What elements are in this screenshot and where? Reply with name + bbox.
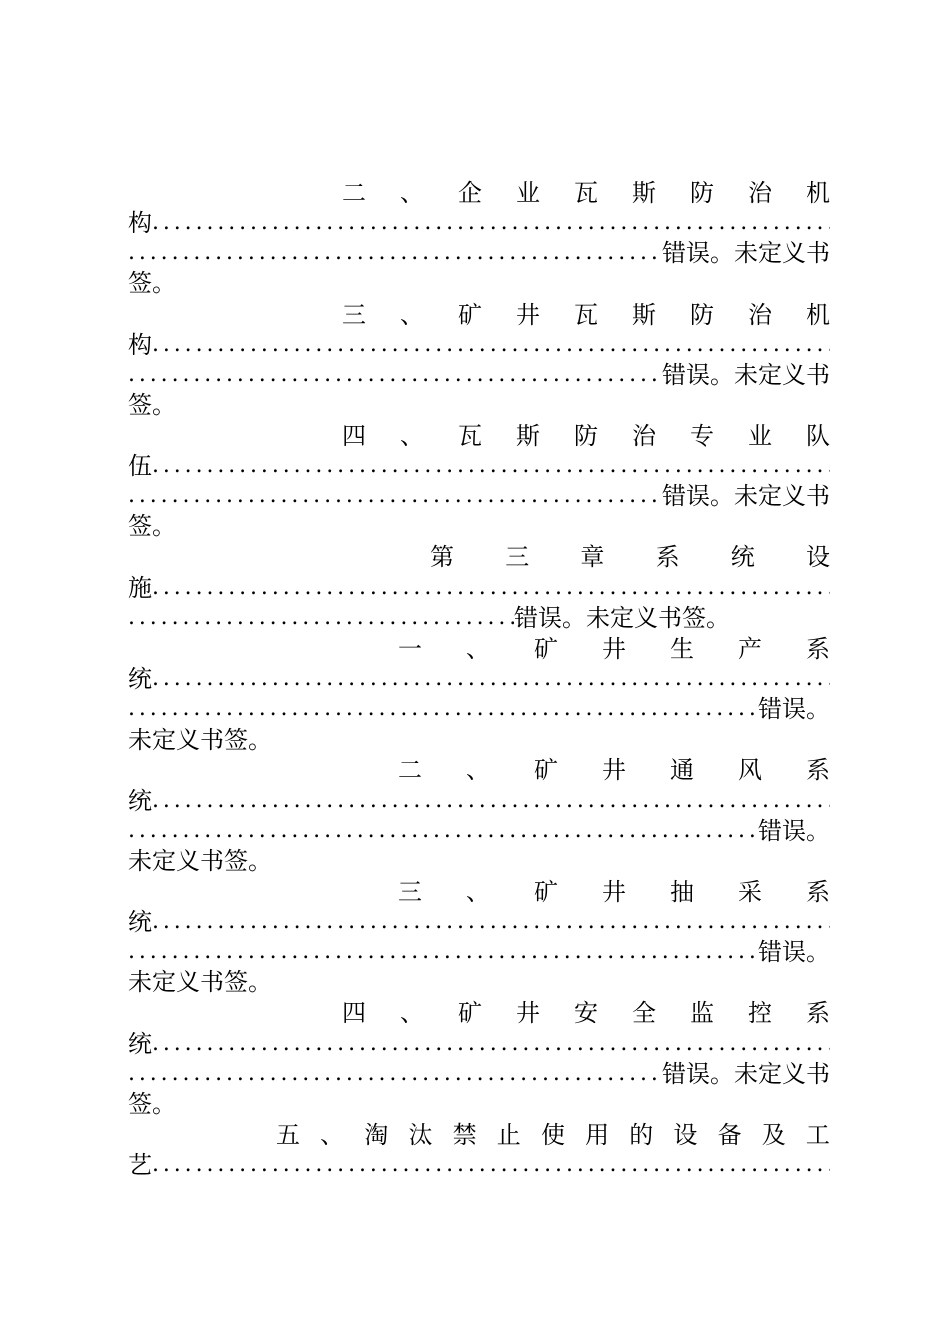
toc-leader-line (128, 786, 830, 816)
heading-char: 专 (690, 422, 714, 450)
heading-char: 、 (400, 999, 424, 1027)
heading-char: 防 (690, 179, 714, 207)
heading-char: 矿 (534, 756, 558, 784)
heading-char: 一 (398, 635, 422, 663)
heading-char: 矿 (534, 878, 558, 906)
heading-char: 瓦 (458, 422, 482, 450)
heading-char: 、 (400, 301, 424, 329)
dot-leader (152, 664, 830, 694)
heading-char: 队 (806, 422, 830, 450)
toc-leader-line (128, 694, 830, 724)
toc-leader-line (128, 360, 830, 390)
heading-char: 治 (748, 179, 772, 207)
toc-leader-line (128, 816, 830, 846)
heading-char: 防 (574, 422, 598, 450)
heading-char: 止 (496, 1121, 521, 1149)
heading-char: 机 (806, 301, 830, 329)
page-ref-error: 错误。未定义书 (662, 1060, 830, 1088)
heading-char: 施 (128, 574, 152, 602)
heading-char: 禁 (452, 1121, 477, 1149)
heading-char: 系 (806, 878, 830, 906)
dot-leader (152, 451, 830, 481)
heading-char: 矿 (458, 301, 482, 329)
heading-char: 、 (400, 422, 424, 450)
heading-char: 使 (540, 1121, 565, 1149)
heading-char: 二 (342, 179, 366, 207)
dot-leader (128, 694, 758, 724)
heading-char: 斯 (516, 422, 540, 450)
page-ref-error: 错误。未定义书 (662, 361, 830, 389)
heading-char: 井 (602, 635, 626, 663)
dot-leader (152, 907, 830, 937)
page-ref-error: 错误。 (758, 817, 830, 845)
toc-leader-line (128, 907, 830, 937)
toc-leader-line (128, 238, 830, 268)
heading-char: 瓦 (574, 179, 598, 207)
dot-leader (128, 481, 662, 511)
heading-char: 抽 (670, 878, 694, 906)
heading-char: 设 (805, 543, 830, 571)
heading-char: 伍 (128, 452, 152, 480)
heading-char: 的 (629, 1121, 654, 1149)
page-ref-error: 错误。未定义书 (662, 239, 830, 267)
heading-char: 构 (128, 331, 152, 359)
toc-heading-line (342, 178, 830, 208)
dot-leader (152, 786, 830, 816)
toc-leader-line (128, 451, 830, 481)
heading-char: 统 (730, 543, 755, 571)
heading-char: 产 (738, 635, 762, 663)
toc-leader-line (128, 664, 830, 694)
heading-char: 井 (516, 301, 540, 329)
heading-char: 斯 (632, 179, 656, 207)
toc-leader-line (128, 481, 830, 511)
heading-char: 统 (128, 1030, 152, 1058)
dot-leader (152, 1150, 830, 1180)
heading-char: 三 (342, 301, 366, 329)
page-ref-error: 错误。 (758, 695, 830, 723)
toc-wrap-line: 签。 (128, 391, 176, 419)
heading-char: 企 (458, 179, 482, 207)
heading-char: 治 (748, 301, 772, 329)
toc-heading-line (430, 542, 830, 572)
toc-heading-line (342, 421, 830, 451)
toc-wrap-line: 未定义书签。 (128, 847, 272, 875)
toc-wrap-line: 未定义书签。 (128, 726, 272, 754)
dot-leader (128, 238, 662, 268)
heading-char: 五 (276, 1121, 300, 1149)
dot-leader (128, 937, 758, 967)
heading-char: 矿 (458, 999, 482, 1027)
heading-char: 系 (655, 543, 680, 571)
heading-char: 工 (805, 1121, 830, 1149)
dot-leader (128, 816, 758, 846)
heading-char: 防 (690, 301, 714, 329)
heading-char: 机 (806, 179, 830, 207)
heading-char: 系 (806, 999, 830, 1027)
heading-char: 业 (516, 179, 540, 207)
heading-char: 四 (342, 422, 366, 450)
toc-heading-line (276, 1120, 830, 1150)
toc-heading-line (398, 755, 830, 785)
heading-char: 统 (128, 908, 152, 936)
toc-heading-line (342, 998, 830, 1028)
heading-char: 业 (748, 422, 772, 450)
heading-char: 治 (632, 422, 656, 450)
heading-char: 斯 (632, 301, 656, 329)
heading-char: 统 (128, 787, 152, 815)
heading-char: 全 (632, 999, 656, 1027)
heading-char: 监 (690, 999, 714, 1027)
toc-leader-line (128, 603, 730, 633)
toc-leader-line (128, 208, 830, 238)
heading-char: 、 (466, 878, 490, 906)
heading-char: 设 (673, 1121, 698, 1149)
page-ref-error: 错误。未定义书 (662, 482, 830, 510)
heading-char: 系 (806, 756, 830, 784)
dot-leader (152, 573, 830, 603)
heading-char: 二 (398, 756, 422, 784)
heading-char: 三 (505, 543, 530, 571)
heading-char: 三 (398, 878, 422, 906)
heading-char: 采 (738, 878, 762, 906)
toc-leader-line (128, 937, 830, 967)
heading-char: 通 (670, 756, 694, 784)
heading-char: 瓦 (574, 301, 598, 329)
heading-char: 、 (466, 635, 490, 663)
toc-wrap-line: 未定义书签。 (128, 968, 272, 996)
dot-leader (152, 208, 830, 238)
heading-char: 井 (602, 756, 626, 784)
heading-char: 及 (761, 1121, 786, 1149)
dot-leader (128, 1059, 662, 1089)
page-ref-error: 错误。 (758, 938, 830, 966)
heading-char: 、 (320, 1121, 345, 1149)
heading-char: 艺 (128, 1151, 152, 1179)
heading-char: 生 (670, 635, 694, 663)
heading-char: 井 (516, 999, 540, 1027)
heading-char: 章 (580, 543, 605, 571)
heading-char: 四 (342, 999, 366, 1027)
toc-leader-line (128, 330, 830, 360)
heading-char: 淘 (364, 1121, 389, 1149)
toc-wrap-line: 签。 (128, 512, 176, 540)
toc-wrap-line: 签。 (128, 1090, 176, 1118)
toc-leader-line (128, 573, 830, 603)
dot-leader (128, 603, 514, 633)
heading-char: 统 (128, 665, 152, 693)
heading-char: 用 (585, 1121, 610, 1149)
toc-heading-line (398, 634, 830, 664)
page-ref-error: 错误。未定义书签。 (514, 604, 730, 632)
toc-leader-line (128, 1059, 830, 1089)
heading-char: 矿 (534, 635, 558, 663)
heading-char: 风 (738, 756, 762, 784)
dot-leader (152, 330, 830, 360)
toc-wrap-line: 签。 (128, 269, 176, 297)
toc-heading-line (342, 300, 830, 330)
heading-char: 汰 (408, 1121, 433, 1149)
heading-char: 第 (430, 543, 454, 571)
dot-leader (128, 360, 662, 390)
heading-char: 备 (717, 1121, 742, 1149)
heading-char: 安 (574, 999, 598, 1027)
heading-char: 井 (602, 878, 626, 906)
toc-leader-line (128, 1150, 830, 1180)
toc-heading-line (398, 877, 830, 907)
heading-char: 控 (748, 999, 772, 1027)
toc-leader-line (128, 1029, 830, 1059)
heading-char: 、 (400, 179, 424, 207)
dot-leader (152, 1029, 830, 1059)
heading-char: 、 (466, 756, 490, 784)
heading-char: 构 (128, 209, 152, 237)
heading-char: 系 (806, 635, 830, 663)
